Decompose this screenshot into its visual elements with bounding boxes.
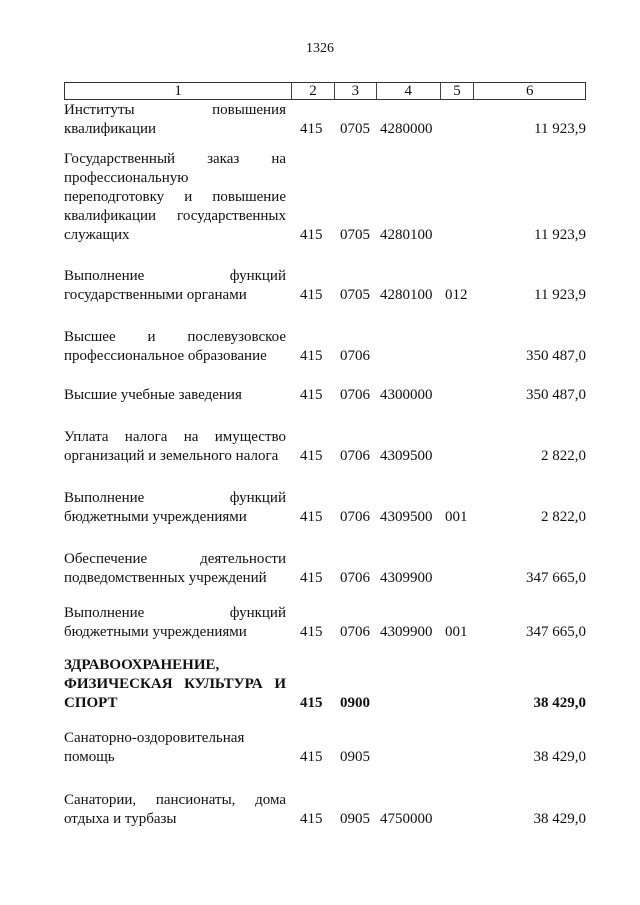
cell-col-6: 2 822,0 <box>541 448 586 464</box>
cell-col-2: 415 <box>300 624 323 640</box>
cell-col-3: 0705 <box>340 227 370 243</box>
table-row <box>64 101 586 139</box>
row-name <box>64 101 286 139</box>
cell-col-3: 0706 <box>340 624 370 640</box>
row-name-line: Обеспечение деятельности <box>64 551 286 567</box>
row-name <box>64 386 286 405</box>
table-row <box>64 428 586 466</box>
table-row <box>64 791 586 829</box>
cell-col-2: 415 <box>300 695 323 711</box>
cell-col-6: 38 429,0 <box>533 811 586 827</box>
cell-col-3: 0905 <box>340 811 370 827</box>
row-name <box>64 791 286 829</box>
cell-col-6: 347 665,0 <box>526 624 586 640</box>
cell-col-4: 4309900 <box>380 624 433 640</box>
row-name-line: Выполнение функций <box>64 268 286 284</box>
row-name-line: помощь <box>64 749 115 765</box>
cell-col-2: 415 <box>300 448 323 464</box>
table-header <box>64 82 586 100</box>
row-name-line: бюджетными учреждениями <box>64 509 247 525</box>
row-name-line: государственными органами <box>64 287 247 303</box>
cell-col-3: 0706 <box>340 570 370 586</box>
cell-col-2: 415 <box>300 509 323 525</box>
table-row <box>64 729 586 767</box>
table-row <box>64 386 586 405</box>
row-name-line: ФИЗИЧЕСКАЯ КУЛЬТУРА И <box>64 676 286 692</box>
cell-col-2: 415 <box>300 387 323 403</box>
row-name-line: Санаторно-оздоровительная <box>64 730 245 746</box>
table-row <box>64 150 586 245</box>
table-row <box>64 550 586 588</box>
cell-col-4: 4280000 <box>380 121 433 137</box>
header-col-6: 6 <box>525 83 534 99</box>
cell-col-6: 347 665,0 <box>526 570 586 586</box>
cell-col-4: 4280100 <box>380 227 433 243</box>
cell-col-6: 38 429,0 <box>533 695 586 711</box>
row-name-line: профессиональное образование <box>64 348 267 364</box>
row-name-line: Выполнение функций <box>64 490 286 506</box>
row-name-line: СПОРТ <box>64 695 118 711</box>
cell-col-4: 4309500 <box>380 509 433 525</box>
row-name <box>64 550 286 588</box>
row-name-line: квалификации государственных <box>64 208 286 224</box>
table-row <box>64 267 586 305</box>
cell-col-2: 415 <box>300 570 323 586</box>
row-name-line: бюджетными учреждениями <box>64 624 247 640</box>
row-name-line: Высшие учебные заведения <box>64 387 242 403</box>
cell-col-4: 4280100 <box>380 287 433 303</box>
header-col-4: 4 <box>377 83 441 99</box>
cell-col-4: 4309500 <box>380 448 433 464</box>
row-name-line: ЗДРАВООХРАНЕНИЕ, <box>64 657 220 673</box>
table-row <box>64 604 586 642</box>
row-name <box>64 656 286 713</box>
cell-col-6: 2 822,0 <box>541 509 586 525</box>
cell-col-6: 350 487,0 <box>526 348 586 364</box>
row-name-line: Выполнение функций <box>64 605 286 621</box>
cell-col-2: 415 <box>300 227 323 243</box>
table-row <box>64 656 586 713</box>
row-name-line: Институты повышения <box>64 102 286 118</box>
cell-col-3: 0706 <box>340 509 370 525</box>
row-name <box>64 489 286 527</box>
cell-col-3: 0705 <box>340 121 370 137</box>
row-name-line: переподготовку и повышение <box>64 189 286 205</box>
table-row <box>64 328 586 366</box>
table-row <box>64 489 586 527</box>
cell-col-6: 38 429,0 <box>533 749 586 765</box>
cell-col-4: 4309900 <box>380 570 433 586</box>
cell-col-5: 012 <box>445 287 468 303</box>
cell-col-3: 0705 <box>340 287 370 303</box>
row-name <box>64 328 286 366</box>
cell-col-3: 0706 <box>340 387 370 403</box>
row-name-line: Высшее и послевузовское <box>64 329 286 345</box>
row-name-line: Санатории, пансионаты, дома <box>64 792 286 808</box>
cell-col-3: 0900 <box>340 695 370 711</box>
header-col-3: 3 <box>335 83 377 99</box>
cell-col-6: 11 923,9 <box>534 287 586 303</box>
header-col-2: 2 <box>292 83 335 99</box>
row-name-line: Уплата налога на имущество <box>64 429 286 445</box>
row-name <box>64 729 286 767</box>
cell-col-2: 415 <box>300 811 323 827</box>
cell-col-2: 415 <box>300 287 323 303</box>
cell-col-5: 001 <box>445 624 468 640</box>
cell-col-2: 415 <box>300 348 323 364</box>
header-col-5: 5 <box>441 83 475 99</box>
cell-col-3: 0706 <box>340 448 370 464</box>
cell-col-2: 415 <box>300 749 323 765</box>
row-name-line: организаций и земельного налога <box>64 448 279 464</box>
row-name-line: профессиональную <box>64 170 189 186</box>
row-name-line: подведомственных учреждений <box>64 570 267 586</box>
cell-col-6: 11 923,9 <box>534 227 586 243</box>
row-name-line: отдыха и турбазы <box>64 811 177 827</box>
row-name-line: служащих <box>64 227 130 243</box>
row-name <box>64 604 286 642</box>
header-col-1: 1 <box>65 83 292 99</box>
cell-col-4: 4750000 <box>380 811 433 827</box>
row-name <box>64 267 286 305</box>
row-name <box>64 150 286 245</box>
page-number: 1326 <box>306 41 334 56</box>
cell-col-6: 350 487,0 <box>526 387 586 403</box>
row-name-line: квалификации <box>64 121 157 137</box>
cell-col-4: 4300000 <box>380 387 433 403</box>
cell-col-6: 11 923,9 <box>534 121 586 137</box>
cell-col-2: 415 <box>300 121 323 137</box>
row-name-line: Государственный заказ на <box>64 151 286 167</box>
cell-col-3: 0905 <box>340 749 370 765</box>
row-name <box>64 428 286 466</box>
cell-col-5: 001 <box>445 509 468 525</box>
cell-col-3: 0706 <box>340 348 370 364</box>
